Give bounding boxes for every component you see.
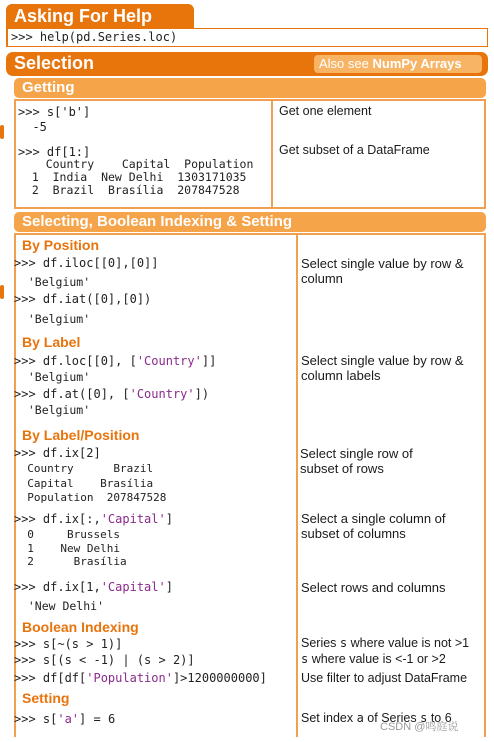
by-label-out-2: 'Belgium'	[14, 403, 91, 417]
by-label-position-code-3-post: ]	[165, 580, 173, 594]
setting-code-pre: >>> s[	[14, 712, 58, 726]
by-label-code-1-pre: >>> df.loc[[0], [	[14, 354, 137, 368]
by-position-desc: Select single value by row & column	[301, 256, 464, 286]
by-label-position-code-3	[14, 580, 173, 595]
by-label-code-1-post: ]]	[201, 354, 217, 368]
by-label-position-code-2-str: 'Capital'	[100, 512, 166, 526]
boolean-desc-3: Use filter to adjust DataFrame	[301, 671, 468, 685]
boolean-desc-2-b: where value is <-1 or >2	[308, 652, 446, 666]
by-label-position-desc-1: Select single row of subset of rows	[300, 446, 413, 476]
by-label-position-out-2: 0 Brussels 1 New Delhi 2 Brasília	[27, 528, 127, 568]
by-label-position-code-2	[14, 512, 173, 527]
also-see-prefix: Also see	[319, 56, 373, 71]
watermark: CSDN @鸣庭说	[380, 721, 459, 733]
setting-code	[14, 712, 115, 727]
by-label-position-code-3-str: 'Capital'	[100, 580, 166, 594]
boolean-code-1: >>> s[~(s > 1)]	[14, 637, 123, 651]
setting-desc-b: a	[356, 711, 364, 725]
boolean-desc-1-c: where value is not >1	[347, 636, 470, 650]
sbi-divider	[296, 233, 298, 737]
boolean-code-3-post: ]>1200000000]	[172, 671, 267, 685]
getting-out-1: -5	[18, 120, 47, 134]
help-header	[6, 4, 194, 28]
boolean-code-3	[14, 671, 267, 686]
by-label-code-1	[14, 354, 216, 369]
by-position-code-2: >>> df.iat([0],[0])	[14, 292, 152, 306]
sbi-header	[14, 212, 486, 232]
by-label-code-1-str: 'Country'	[136, 354, 202, 368]
boolean-desc-2	[301, 652, 446, 667]
boolean-desc-2-a: s	[301, 652, 309, 666]
boolean-title: Boolean Indexing	[22, 619, 139, 635]
setting-code-post: ] = 6	[79, 712, 116, 726]
by-label-position-desc-2: Select a single column of subset of columns	[301, 511, 446, 541]
by-label-position-out-3: 'New Delhi'	[14, 599, 105, 613]
getting-out-2: Country Capital Population 1 India New Delhi 1303171035 2 Brazil Brasília 207847528	[31, 157, 254, 197]
by-label-position-code-3-pre: >>> df.ix[1,	[14, 580, 101, 594]
help-title: Asking For Help	[14, 6, 153, 26]
getting-code-2: >>> df[1:]	[18, 145, 91, 159]
getting-code-1: >>> s['b']	[18, 105, 91, 119]
by-label-position-out-1: Country Brazil Capital Brasília Population 207847528	[27, 462, 167, 504]
setting-title: Setting	[22, 690, 70, 706]
by-label-code-2-pre: >>> df.at([0], [	[14, 387, 130, 401]
help-code-box	[6, 28, 488, 47]
getting-marker	[0, 125, 4, 139]
help-code: >>> help(pd.Series.loc)	[11, 30, 178, 44]
boolean-desc-1-a: Series	[301, 636, 340, 650]
setting-desc-a: Set index	[301, 711, 357, 725]
by-label-title: By Label	[22, 334, 81, 350]
by-position-out-1: 'Belgium'	[14, 275, 91, 289]
boolean-code-3-str: 'Population'	[86, 671, 173, 685]
by-label-code-2-str: 'Country'	[129, 387, 195, 401]
getting-desc-2: Get subset of a DataFrame	[279, 143, 430, 157]
by-label-position-code-2-pre: >>> df.ix[:,	[14, 512, 101, 526]
also-see-link[interactable]: NumPy Arrays	[372, 56, 462, 71]
by-position-title: By Position	[22, 237, 100, 253]
by-label-position-code-1: >>> df.ix[2]	[14, 446, 101, 460]
selection-title: Selection	[14, 53, 95, 73]
by-label-position-code-2-post: ]	[165, 512, 173, 526]
by-label-position-title: By Label/Position	[22, 427, 140, 443]
setting-code-str: 'a'	[57, 712, 80, 726]
getting-title: Getting	[22, 79, 75, 96]
getting-header	[14, 78, 486, 98]
by-label-desc: Select single value by row & column labels	[301, 353, 464, 383]
by-label-code-2	[14, 387, 209, 402]
by-label-out-1: 'Belgium'	[14, 370, 91, 384]
boolean-code-3-pre: >>> df[df[	[14, 671, 87, 685]
sbi-marker	[0, 285, 4, 299]
by-label-position-desc-3: Select rows and columns	[301, 580, 446, 595]
setting-desc-c: of Series	[363, 711, 421, 725]
by-position-out-2: 'Belgium'	[14, 312, 91, 326]
setting-desc-d: s	[420, 711, 428, 725]
also-see-badge[interactable]	[314, 55, 482, 73]
boolean-desc-1	[301, 636, 469, 651]
by-label-code-2-post: ])	[194, 387, 210, 401]
getting-desc-1: Get one element	[279, 104, 372, 118]
getting-divider	[271, 99, 273, 209]
setting-desc-e: to 6	[427, 711, 452, 725]
sbi-title: Selecting, Boolean Indexing & Setting	[22, 213, 293, 230]
boolean-code-2: >>> s[(s < -1) | (s > 2)]	[14, 653, 195, 667]
boolean-desc-1-b: s	[339, 636, 348, 650]
by-position-code-1: >>> df.iloc[[0],[0]]	[14, 256, 159, 270]
